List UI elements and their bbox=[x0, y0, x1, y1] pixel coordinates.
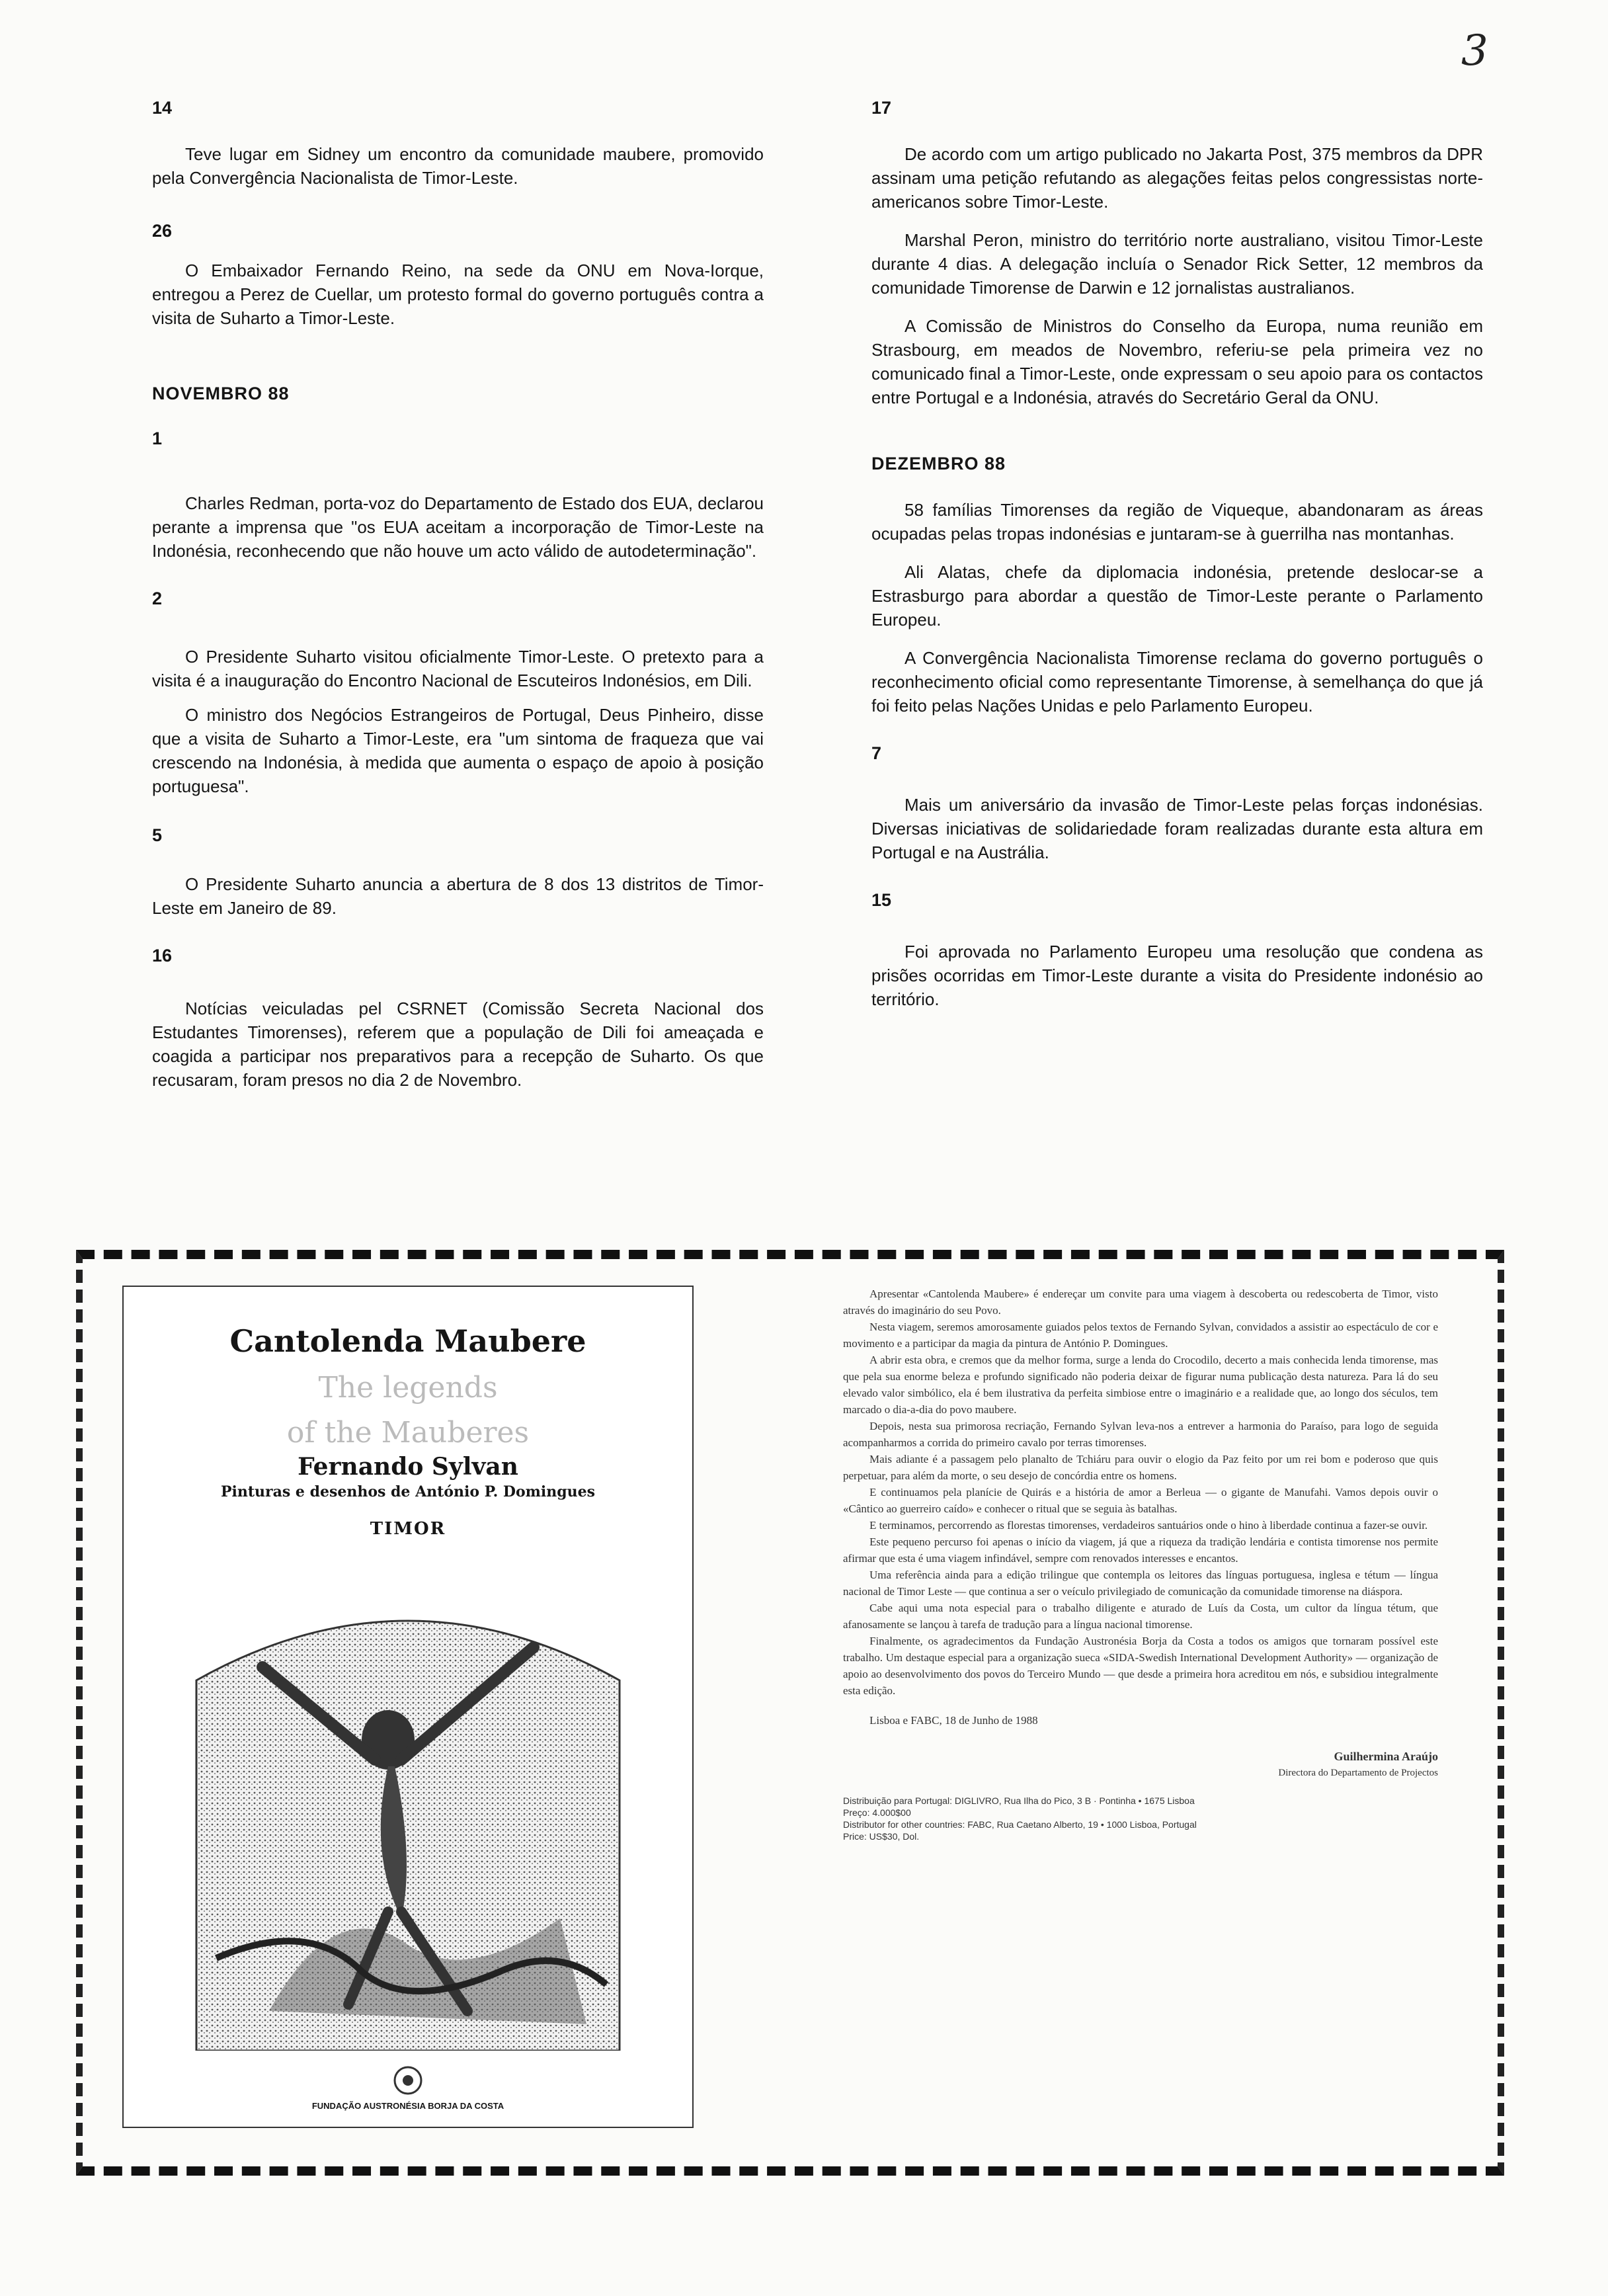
entry-text-2b: O ministro dos Negócios Estrangeiros de Portugal, Deus Pinheiro, disse que a visita de Suharto a Timor-Leste, era "um sintoma de fraqueza que vai crescendo na Indonésia, à medida que aumenta o espaço de apoio à posição portuguesa". bbox=[152, 705, 764, 796]
entry-date-16: 16 bbox=[152, 946, 173, 965]
book-advertisement bbox=[76, 1250, 1504, 2176]
entry-text-2a: O Presidente Suharto visitou oficialmente Timor-Leste. O pretexto para a visita é a inauguração do Encontro Nacional de Escuteiros Indonésios, em Dili. bbox=[152, 647, 764, 690]
right-column bbox=[871, 96, 1483, 1011]
review-paragraph: E terminamos, percorrendo as florestas timorenses, verdadeiros santuários onde o hino à liberdade continua a fazer-se ouvir. bbox=[869, 1519, 1428, 1532]
cover-ghost-line-2: of the Mauberes bbox=[286, 1416, 530, 1450]
entry-date-17: 17 bbox=[871, 98, 892, 118]
foundation-emblem-icon bbox=[391, 2064, 424, 2097]
entry-date-7: 7 bbox=[871, 743, 882, 763]
review-paragraph: Este pequeno percurso foi apenas o início da viagem, já que a riqueza da tradição lendária e contista timorense nos permite afirmar que esta é uma viagem infindável, sempre com renovados interesses e encantos. bbox=[843, 1536, 1438, 1565]
entry-date-5: 5 bbox=[152, 825, 163, 845]
signature-role: Directora do Departamento de Projectos bbox=[1278, 1768, 1438, 1778]
entry-text-dec-b: Ali Alatas, chefe da diplomacia indonésia, pretende deslocar-se a Estrasburgo para abordar a questão de Timor-Leste perante o Parlamento Europeu. bbox=[871, 562, 1483, 630]
entry-text-17a: De acordo com um artigo publicado no Jakarta Post, 375 membros da DPR assinam uma petição refutando as alegações feitas pelos congressistas norte-americanos sobre Timor-Leste. bbox=[871, 144, 1483, 212]
page-number: 3 bbox=[1461, 26, 1488, 75]
entry-text-7: Mais um aniversário da invasão de Timor-Leste pelas forças indonésias. Diversas iniciativas de solidariedade foram realizadas durante esta altura em Portugal e na Austrália. bbox=[871, 795, 1483, 862]
entry-text-1: Charles Redman, porta-voz do Departamento de Estado dos EUA, declarou perante a imprensa que "os EUA aceitam a incorporação de Timor-Leste na Indonésia, reconhecendo que não houve um acto válido de autodeterminação". bbox=[152, 493, 764, 561]
entry-text-dec-c: A Convergência Nacionalista Timorense reclama do governo português o reconhecimento oficial como representante Timorense, à semelhança do que já foi feito pelas Nações Unidas e pelo Parlamento Europeu. bbox=[871, 648, 1483, 716]
entry-text-26: O Embaixador Fernando Reino, na sede da ONU em Nova-Iorque, entregou a Perez de Cuellar, um protesto formal do governo português contra a visita de Suharto a Timor-Leste. bbox=[152, 261, 764, 328]
distribution-portugal: Distribuição para Portugal: DIGLIVRO, Rua Ilha do Pico, 3 B · Pontinha • 1675 Lisboa bbox=[843, 1795, 1195, 1806]
review-paragraph: E continuamos pela planície de Quirás e a história de amor a Berleua — o gigante de Manufahi. Vamos depois ouvir o «Cântico ao guerreiro caído» e conhecer o ritual que se seguia às batalhas. bbox=[843, 1486, 1438, 1515]
book-review bbox=[843, 1286, 1438, 1842]
review-paragraph: Apresentar «Cantolenda Maubere» é endereçar um convite para uma viagem à descoberta ou redescoberta de Timor, visto através do imaginário do seu Povo. bbox=[843, 1288, 1438, 1317]
entry-date-2: 2 bbox=[152, 589, 163, 608]
distribution-other: Distributor for other countries: FABC, Rua Caetano Alberto, 19 • 1000 Lisboa, Portugal bbox=[843, 1819, 1197, 1830]
place-date: Lisboa e FABC, 18 de Junho de 1988 bbox=[869, 1714, 1038, 1727]
review-paragraph: Finalmente, os agradecimentos da Fundação Austronésia Borja da Costa a todos os amigos que tornaram possível este trabalho. Um destaque especial para a organização sueca «SIDA-Swedish International Development Authority» — organização de apoio ao desenvolvimento dos povos do Terceiro Mundo — que desde a primeira hora acreditou em nós, e subsidiou integralmente esta edição. bbox=[843, 1635, 1438, 1697]
review-paragraph: Uma referência ainda para a edição trilingue que contempla os leitores das línguas portuguesa, inglesa e tétum — língua nacional de Timor Leste — que continua a ser o veículo privilegiado de comunicação da comunidade timorense na diáspora. bbox=[843, 1569, 1438, 1598]
entry-date-1: 1 bbox=[152, 429, 163, 448]
cover-subtitle: Pinturas e desenhos de António P. Domingues bbox=[220, 1483, 596, 1500]
distribution-info bbox=[843, 1795, 1438, 1842]
review-paragraph: Cabe aqui uma nota especial para o trabalho diligente e aturado de Luís da Costa, um cultor da língua tétum, que afanosamente se lançou à tarefa de tradução para a língua nacional timorense. bbox=[843, 1602, 1438, 1631]
month-heading-november: NOVEMBRO 88 bbox=[152, 384, 290, 403]
entry-text-dec-a: 58 famílias Timorenses da região de Viqueque, abandonaram as áreas ocupadas pelas tropas indonésias e juntaram-se à guerrilha nas montanhas. bbox=[871, 500, 1483, 544]
entry-date-15: 15 bbox=[871, 890, 892, 910]
cover-title: Cantolenda Maubere bbox=[229, 1323, 586, 1359]
entry-text-14: Teve lugar em Sidney um encontro da comunidade maubere, promovido pela Convergência Nacionalista de Timor-Leste. bbox=[152, 144, 764, 188]
price-other: Price: US$30, Dol. bbox=[843, 1831, 920, 1842]
review-paragraph: Nesta viagem, seremos amorosamente guiados pelos textos de Fernando Sylvan, convidados a assistir ao espectáculo de cor e movimento e a participar da magia da pintura de António P. Domingues. bbox=[843, 1321, 1438, 1350]
review-paragraph: Mais adiante é a passagem pelo planalto de Tchiáru para ouvir o elogio da Paz feito por um rei bom e poderoso que quis perpetuar, para além da morte, o seu desejo de concórdia entre os homens. bbox=[843, 1453, 1438, 1482]
cover-illustration bbox=[190, 1548, 626, 2051]
review-paragraph: Depois, nesta sua primorosa recriação, Fernando Sylvan leva-nos a entrever a harmonia do Paraíso, para logo de seguida acompanharmos a corrida do primeiro cavalo por terras timorenses. bbox=[843, 1420, 1438, 1449]
entry-text-15: Foi aprovada no Parlamento Europeu uma resolução que condena as prisões ocorridas em Timor-Leste durante a visita do Presidente indonésio ao território. bbox=[871, 942, 1483, 1009]
left-column bbox=[152, 96, 764, 1092]
price-portugal: Preço: 4.000$00 bbox=[843, 1807, 911, 1818]
cover-footer: FUNDAÇÃO AUSTRONÉSIA BORJA DA COSTA bbox=[311, 2101, 504, 2111]
entry-text-17b: Marshal Peron, ministro do território norte australiano, visitou Timor-Leste durante 4 dias. A delegação incluía o Senador Rick Setter, 12 membros da comunidade Timorense de Darwin e 12 jornalistas australianos. bbox=[871, 230, 1483, 298]
entry-date-14: 14 bbox=[152, 98, 173, 118]
signature-name: Guilhermina Araújo bbox=[1334, 1750, 1438, 1763]
month-heading-december: DEZEMBRO 88 bbox=[871, 454, 1006, 473]
cover-timor-label: TIMOR bbox=[370, 1519, 446, 1539]
book-cover bbox=[122, 1286, 694, 2128]
entry-text-17c: A Comissão de Ministros do Conselho da Europa, numa reunião em Strasbourg, em meados de Novembro, referiu-se pela primeira vez no comunicado final a Timor-Leste, onde expressam o seu apoio para os contactos entre Portugal e a Indonésia, através do Secretário Geral da ONU. bbox=[871, 316, 1483, 407]
entry-text-5: O Presidente Suharto anuncia a abertura de 8 dos 13 distritos de Timor-Leste em Janeiro de 89. bbox=[152, 874, 764, 918]
review-paragraph: A abrir esta obra, e cremos que da melhor forma, surge a lenda do Crocodilo, decerto a mais conhecida lenda timorense, mas que pela sua enorme beleza e profundo significado não poderia deixar de figurar numa publicação desta natureza. Para lá do seu elevado valor simbólico, ela é bem ilustrativa da perfeita simbiose entre o imaginário e a realidade que, ao longo dos séculos, tem marcado o dia-a-dia do povo maubere. bbox=[843, 1354, 1438, 1416]
cover-author: Fernando Sylvan bbox=[298, 1453, 518, 1481]
entry-date-26: 26 bbox=[152, 221, 173, 241]
cover-ghost-line-1: The legends bbox=[318, 1371, 498, 1405]
entry-text-16: Notícias veiculadas pel CSRNET (Comissão Secreta Nacional dos Estudantes Timorenses), referem que a população de Dili foi ameaçada e coagida a participar nos preparativos para a recepção de Suharto. Os que recusaram, foram presos no dia 2 de Novembro. bbox=[152, 999, 764, 1090]
